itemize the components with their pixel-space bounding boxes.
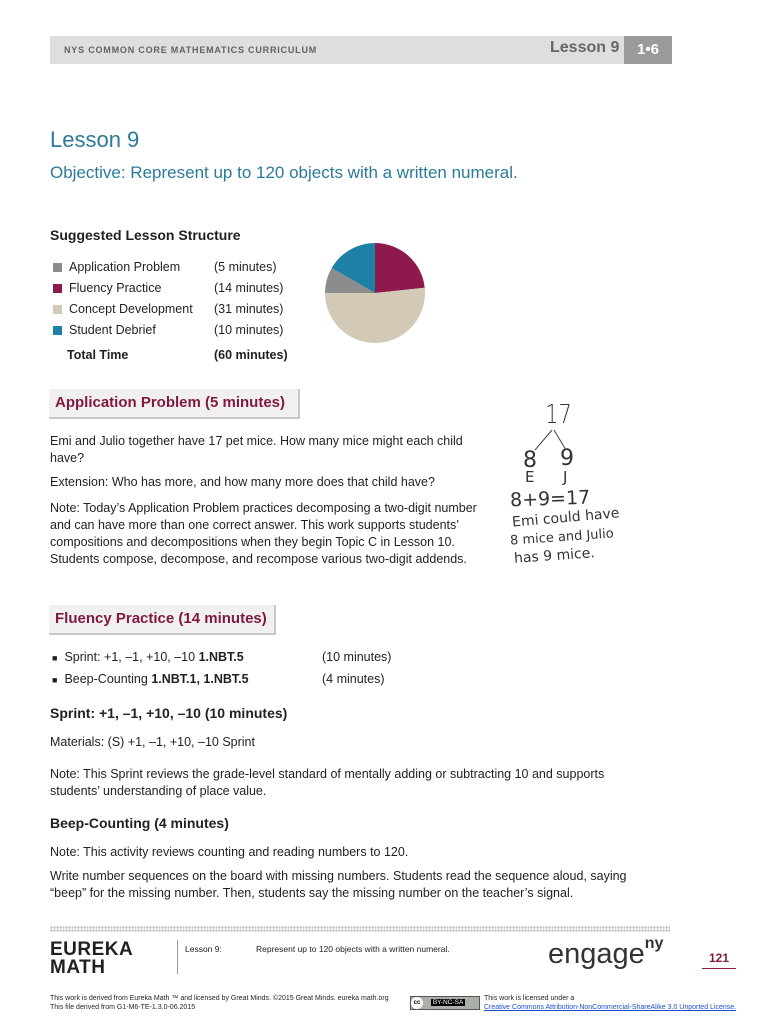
credit-line-2: This file derived from G1-M6-TE-1.3.0-06.2015 [50, 1004, 196, 1011]
answer-line-3: has 9 mice. [513, 545, 596, 567]
footer-divider [50, 926, 670, 932]
footer-lesson-title: Represent up to 120 objects with a written numeral. [256, 944, 450, 954]
fluency-heading [49, 605, 276, 635]
fluency-item-time: (10 minutes) [322, 650, 392, 664]
answer-line-2: 8 mice and Julio [509, 526, 615, 549]
fluency-item-standard: 1.NBT.1, 1.NBT.5 [151, 672, 249, 686]
header-lesson: Lesson 9 [550, 39, 620, 56]
cc-badge-text: BY-NC-SA [432, 999, 464, 1006]
bullet-icon: ■ [52, 653, 58, 663]
swatch-application [53, 263, 62, 272]
logo-line-1: EUREKA [50, 939, 134, 960]
beep-note: Note: This activity reviews counting and reading numbers to 120. [50, 845, 409, 859]
footer-lesson-label: Lesson 9: [185, 944, 222, 954]
license-link[interactable]: Creative Commons Attribution-NonCommercial-ShareAlike 3.0 Unported License. [484, 1004, 737, 1011]
engageny-logo [548, 935, 664, 971]
footer-separator [177, 940, 178, 974]
eureka-logo [50, 941, 133, 977]
bond-whole: 17 [545, 400, 572, 430]
equation: 8+9=17 [509, 486, 591, 512]
curriculum-label: NYS COMMON CORE MATHEMATICS CURRICULUM [64, 45, 318, 55]
module-badge: 1•6 [624, 36, 672, 64]
structure-label: Fluency Practice [69, 281, 162, 295]
fluency-item-standard: 1.NBT.5 [198, 650, 244, 664]
lesson-pie-chart [320, 238, 430, 348]
structure-label: Student Debrief [69, 323, 156, 337]
structure-label: Application Problem [69, 260, 181, 274]
pie-slice-fluency [375, 243, 425, 293]
logo-line-2: MATH [50, 957, 106, 978]
beep-body: Write number sequences on the board with missing numbers. Students read the sequence aloud, saying “beep” for the missing number. Then, students say the missing number on the teacher’s signal. [50, 869, 627, 900]
page-number: 121 [702, 951, 736, 969]
structure-time: (31 minutes) [214, 302, 284, 316]
fluency-heading-text: Fluency Practice (14 minutes) [55, 610, 267, 627]
beep-heading: Beep-Counting (4 minutes) [50, 815, 229, 831]
cc-license-badge[interactable] [410, 996, 480, 1010]
objective: Objective: Represent up to 120 objects with a written numeral. [50, 163, 518, 182]
structure-label: Concept Development [69, 302, 193, 316]
brand-text: engage [548, 938, 645, 970]
fluency-list [52, 649, 472, 689]
swatch-concept [53, 305, 62, 314]
swatch-fluency [53, 284, 62, 293]
bond-part-1: 8 [523, 448, 537, 473]
bullet-icon: ■ [52, 675, 58, 685]
total-time: (60 minutes) [214, 348, 288, 362]
bond-label-1: E [525, 468, 535, 486]
student-work [490, 398, 650, 578]
bond-part-2: 9 [560, 446, 574, 471]
sprint-note: Note: This Sprint reviews the grade-level standard of mentally adding or subtracting 10 and supports students’ understanding of place value. [50, 767, 605, 798]
fluency-item [52, 671, 249, 689]
bond-label-2: J [563, 468, 568, 486]
application-note: Note: Today’s Application Problem practices decomposing a two-digit number and can have more than one correct answer. This work supports students’ compositions and decompositions when they begin Topic C in Lesson 10. Students compose, decompose, and recompose various two-digit addends. [50, 501, 477, 566]
fluency-item-time: (4 minutes) [322, 672, 385, 686]
cc-icon: cc [411, 997, 423, 1009]
brand-sup: ny [644, 935, 664, 953]
structure-time: (10 minutes) [214, 323, 284, 337]
credit-line-1: This work is derived from Eureka Math ™ and licensed by Great Minds. ©2015 Great Minds. eureka math.org [50, 995, 389, 1002]
structure-time: (14 minutes) [214, 281, 284, 295]
sprint-materials: Materials: (S) +1, –1, +10, –10 Sprint [50, 735, 255, 749]
application-problem: Emi and Julio together have 17 pet mice. How many mice might each child have? [50, 434, 463, 465]
swatch-debrief [53, 326, 62, 335]
structure-heading: Suggested Lesson Structure [50, 227, 241, 243]
fluency-item [52, 649, 244, 667]
application-heading-text: Application Problem (5 minutes) [55, 394, 286, 411]
fluency-item-text: Sprint: +1, –1, +10, –10 [64, 650, 199, 664]
total-label: Total Time [67, 348, 129, 362]
header-bar [50, 36, 672, 64]
pie-slice-concept [325, 288, 425, 343]
application-heading [49, 389, 300, 419]
fluency-item-text: Beep-Counting [64, 672, 152, 686]
sprint-heading: Sprint: +1, –1, +10, –10 (10 minutes) [50, 705, 288, 721]
license-line-1: This work is licensed under a [484, 995, 575, 1002]
answer-line-1: Emi could have [511, 505, 621, 531]
application-extension: Extension: Who has more, and how many more does that child have? [50, 475, 435, 489]
structure-time: (5 minutes) [214, 260, 277, 274]
page-title: Lesson 9 [50, 127, 140, 152]
